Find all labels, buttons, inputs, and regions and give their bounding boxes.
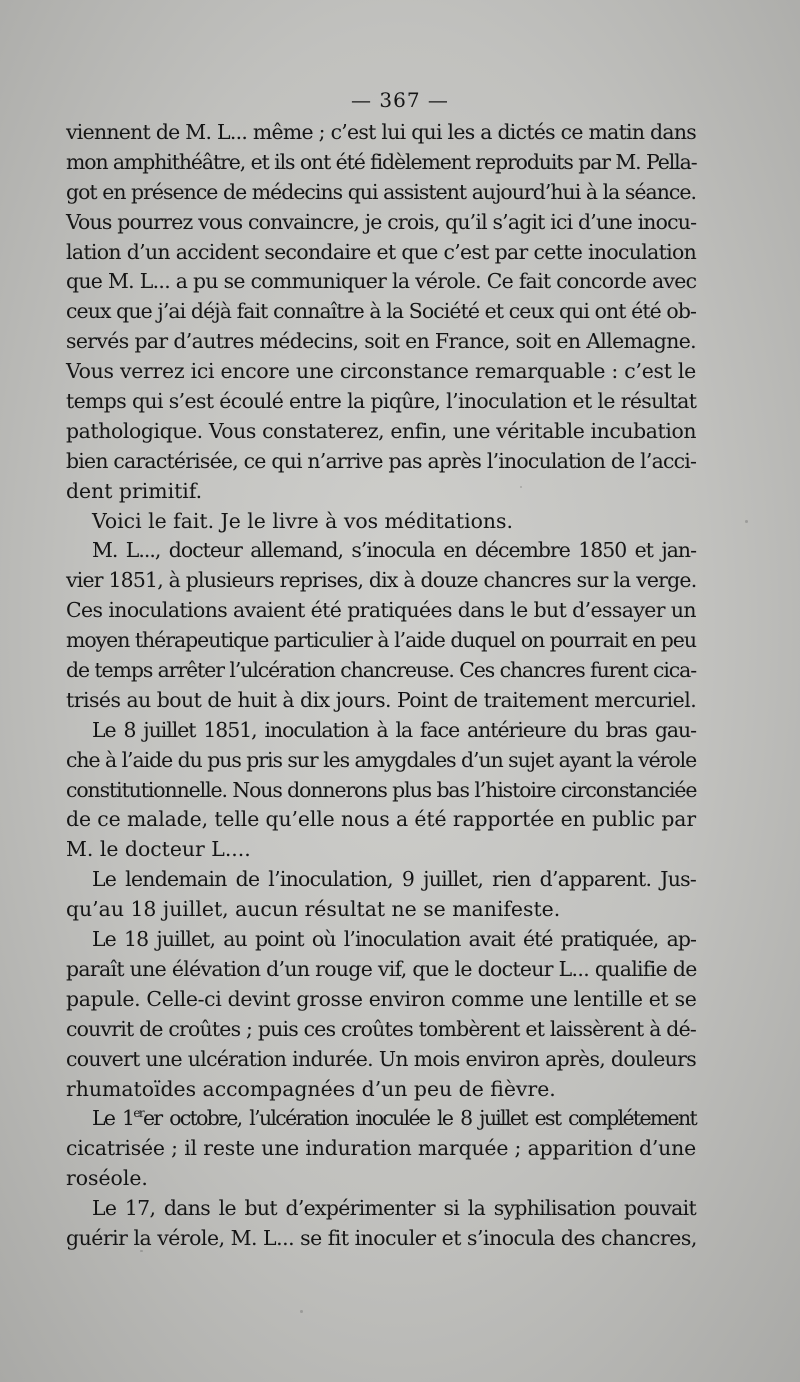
- page-number: — 367 —: [351, 88, 449, 112]
- text-line: de ce malade, telle qu’elle nous a été rapportée en public par: [66, 807, 696, 832]
- text-line: guérir la vérole, M. L... se fit inoculer et s’inocula des chancres,: [66, 1225, 697, 1250]
- text-line: paraît une élévation d’un rouge vif, que le docteur L... qualifie de: [66, 956, 697, 981]
- text-line: Le 1erer octobre, l’ulcération inoculée le 8 juillet est complétement: [92, 1106, 696, 1131]
- text-line: ceux que j’ai déjà fait connaître à la Société et ceux qui ont été ob-: [66, 299, 696, 324]
- text-line: Ces inoculations avaient été pratiquées dans le but d’essayer un: [66, 598, 696, 623]
- text-line: vier 1851, à plusieurs reprises, dix à douze chancres sur la verge.: [66, 568, 697, 593]
- text-line: trisés au bout de huit à dix jours. Point de traitement mercuriel.: [66, 687, 697, 712]
- text-line: couvert une ulcération indurée. Un mois environ après, douleurs: [66, 1046, 696, 1071]
- text-line: dent primitif.: [66, 478, 203, 503]
- text-line: viennent de M. L... même ; c’est lui qui les a dictés ce matin dans: [66, 120, 696, 144]
- text-line: Le lendemain de l’inoculation, 9 juillet, rien d’apparent. Jus-: [92, 867, 696, 892]
- text-line: cicatrisée ; il reste une induration marquée ; apparition d’une: [66, 1136, 696, 1161]
- body-text: [66, 118, 696, 1254]
- speck: [300, 1310, 303, 1313]
- text-line: lation d’un accident secondaire et que c’est par cette inoculation: [66, 239, 697, 264]
- text-line: servés par d’autres médecins, soit en France, soit en Allemagne.: [66, 329, 696, 354]
- text-line: Vous verrez ici encore une circonstance remarquable : c’est le: [66, 359, 696, 384]
- text-line: de temps arrêter l’ulcération chancreuse. Ces chancres furent cica-: [66, 658, 697, 683]
- text-line: bien caractérisée, ce qui n’arrive pas après l’inoculation de l’acci-: [66, 448, 697, 473]
- text-line: constitutionnelle. Nous donnerons plus bas l’histoire circonstanciée: [66, 777, 697, 802]
- speck: [745, 520, 748, 523]
- text-line: papule. Celle-ci devint grosse environ comme une lentille et se: [66, 986, 697, 1011]
- text-line: Voici le fait. Je le livre à vos méditations.: [92, 508, 513, 533]
- text-line: roséole.: [66, 1166, 148, 1191]
- text-line: que M. L... a pu se communiquer la vérole. Ce fait concorde avec: [66, 269, 697, 294]
- text-line: temps qui s’est écoulé entre la piqûre, l’inoculation et le résultat: [66, 389, 697, 414]
- text-line: M. le docteur L....: [66, 837, 251, 862]
- text-line: qu’au 18 juillet, aucun résultat ne se manifeste.: [66, 897, 561, 922]
- text-line: M. L..., docteur allemand, s’inocula en décembre 1850 et jan-: [92, 538, 696, 563]
- text-line: couvrit de croûtes ; puis ces croûtes tombèrent et laissèrent à dé-: [66, 1016, 696, 1041]
- text-line: Le 17, dans le but d’expérimenter si la syphilisation pouvait: [92, 1196, 696, 1221]
- text-line: got en présence de médecins qui assistent aujourd’hui à la séance.: [66, 179, 696, 204]
- text-line: Vous pourrez vous convaincre, je crois, qu’il s’agit ici d’une inocu-: [66, 209, 697, 234]
- text-line: Le 8 juillet 1851, inoculation à la face antérieure du bras gau-: [92, 717, 696, 742]
- text-line: che à l’aide du pus pris sur les amygdales d’un sujet ayant la vérole: [66, 747, 697, 772]
- text-line: pathologique. Vous constaterez, enfin, une véritable incubation: [66, 418, 697, 443]
- text-line: rhumatoïdes accompagnées d’un peu de fièvre.: [66, 1076, 556, 1101]
- text-line: mon amphithéâtre, et ils ont été fidèlement reproduits par M. Pella-: [66, 149, 697, 174]
- text-line: Le 18 juillet, au point où l’inoculation avait été pratiquée, ap-: [92, 927, 696, 952]
- text-line: moyen thérapeutique particulier à l’aide duquel on pourrait en peu: [66, 628, 696, 653]
